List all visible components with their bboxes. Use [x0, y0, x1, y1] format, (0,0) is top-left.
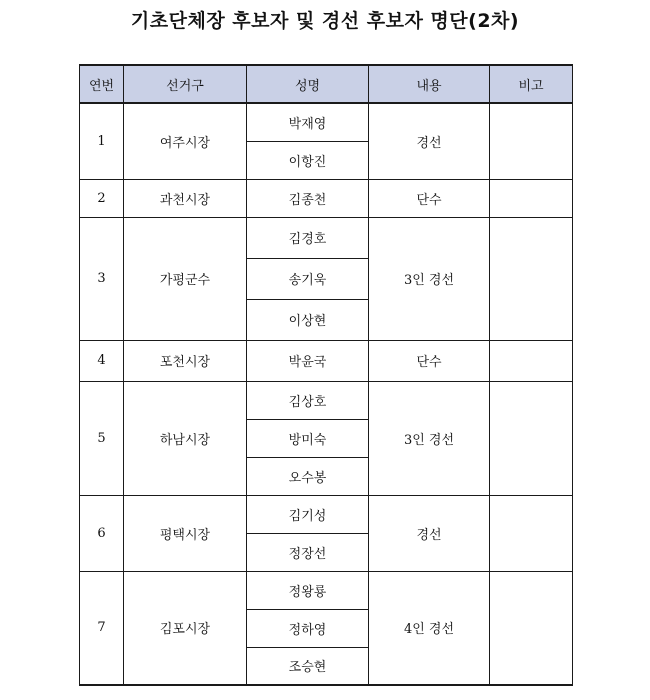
cell-no: 1 — [80, 103, 124, 179]
table-row — [80, 495, 573, 533]
cell-content: 경선 — [369, 495, 490, 571]
header-remark: 비고 — [490, 65, 573, 103]
cell-name: 조승현 — [247, 647, 369, 685]
cell-remark — [490, 495, 573, 571]
cell-name: 이상현 — [247, 299, 369, 340]
header-district: 선거구 — [124, 65, 247, 103]
cell-remark — [490, 179, 573, 217]
table-row — [80, 571, 573, 609]
cell-name: 오수봉 — [247, 457, 369, 495]
header-no: 연번 — [80, 65, 124, 103]
cell-name: 김기성 — [247, 495, 369, 533]
table-row — [80, 179, 573, 217]
cell-no: 2 — [80, 179, 124, 217]
cell-name: 이항진 — [247, 141, 369, 179]
cell-district: 여주시장 — [124, 103, 247, 179]
cell-content: 단수 — [369, 340, 490, 381]
table-row — [80, 103, 573, 141]
cell-district: 김포시장 — [124, 571, 247, 685]
cell-district: 하남시장 — [124, 381, 247, 495]
cell-content: 3인 경선 — [369, 217, 490, 340]
table-row — [80, 381, 573, 419]
cell-remark — [490, 381, 573, 495]
cell-no: 4 — [80, 340, 124, 381]
header-content: 내용 — [369, 65, 490, 103]
cell-content: 단수 — [369, 179, 490, 217]
cell-name: 정왕룡 — [247, 571, 369, 609]
cell-name: 박재영 — [247, 103, 369, 141]
table-row — [80, 340, 573, 381]
cell-name: 정하영 — [247, 609, 369, 647]
table-row — [80, 217, 573, 258]
table-header-row — [80, 65, 573, 103]
cell-content: 3인 경선 — [369, 381, 490, 495]
cell-district: 포천시장 — [124, 340, 247, 381]
cell-remark — [490, 103, 573, 179]
cell-content: 경선 — [369, 103, 490, 179]
cell-name: 송기욱 — [247, 258, 369, 299]
header-name: 성명 — [247, 65, 369, 103]
cell-district: 평택시장 — [124, 495, 247, 571]
cell-name: 김종천 — [247, 179, 369, 217]
cell-no: 6 — [80, 495, 124, 571]
cell-remark — [490, 217, 573, 340]
cell-name: 방미숙 — [247, 419, 369, 457]
cell-no: 5 — [80, 381, 124, 495]
cell-name: 김상호 — [247, 381, 369, 419]
cell-remark — [490, 571, 573, 685]
cell-name: 정장선 — [247, 533, 369, 571]
cell-name: 김경호 — [247, 217, 369, 258]
cell-district: 가평군수 — [124, 217, 247, 340]
cell-remark — [490, 340, 573, 381]
cell-no: 3 — [80, 217, 124, 340]
cell-district: 과천시장 — [124, 179, 247, 217]
candidate-table — [79, 64, 573, 686]
cell-no: 7 — [80, 571, 124, 685]
document-title: 기초단체장 후보자 및 경선 후보자 명단(2차) — [130, 10, 520, 32]
cell-name: 박윤국 — [247, 340, 369, 381]
cell-content: 4인 경선 — [369, 571, 490, 685]
